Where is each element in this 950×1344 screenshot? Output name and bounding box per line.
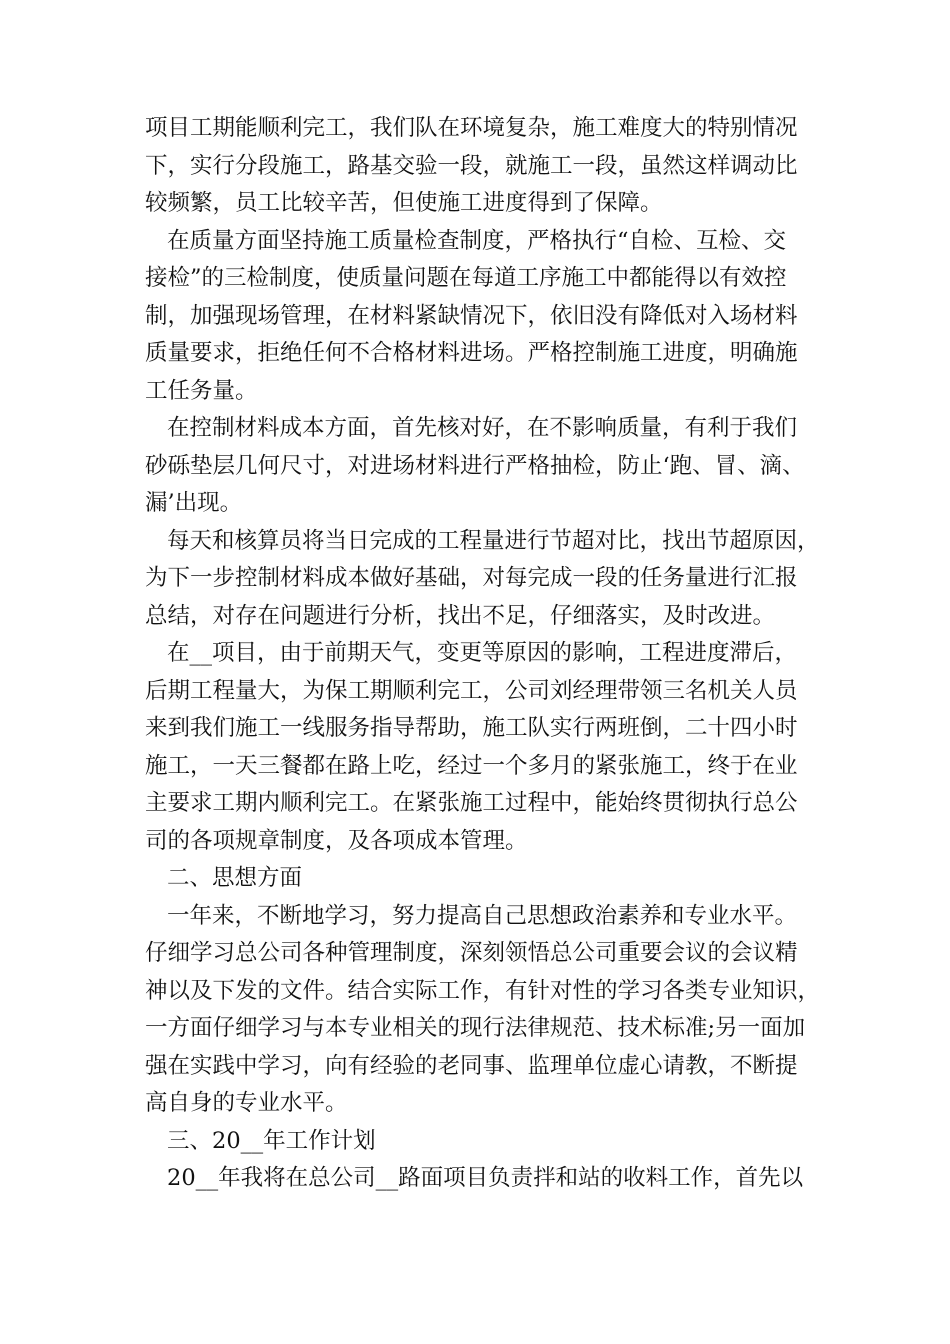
text-line: 下，实行分段施工，路基交验一段，就施工一段，虽然这样调动比 (145, 152, 798, 179)
text-line: 司的各项规章制度，及各项成本管理。 (145, 827, 528, 854)
section-heading-plan: 三、20__年工作计划 (167, 1127, 376, 1154)
text-line: 较频繁，员工比较辛苦，但使施工进度得到了保障。 (145, 190, 663, 216)
text-line: 砂砾垫层几何尺寸，对进场材料进行严格抽检，防止‘跑、冒、滴、 (145, 452, 805, 479)
paragraph-daily-start: 每天和核算员将当日完成的工程量进行节超对比，找出节超原因， (167, 527, 820, 554)
text-line: 接检”的三检制度，使质量问题在每道工序施工中都能得以有效控 (145, 265, 787, 291)
paragraph-plan-start: 20__年我将在总公司__路面项目负责拌和站的收料工作，首先以 (167, 1165, 804, 1191)
section-heading-thinking: 二、思想方面 (167, 865, 303, 891)
text-line: 高自身的专业水平。 (145, 1090, 348, 1116)
text-line: 工任务量。 (145, 377, 258, 404)
paragraph-study-start: 一年来，不断地学习，努力提高自己思想政治素养和专业水平。 (167, 902, 798, 929)
text-line: 漏’出现。 (145, 490, 243, 516)
text-line: 神以及下发的文件。结合实际工作，有针对性的学习各类专业知识， (145, 977, 821, 1004)
text-line: 仔细学习总公司各种管理制度，深刻领悟总公司重要会议的会议精 (145, 940, 798, 966)
text-line: 制，加强现场管理，在材料紧缺情况下，依旧没有降低对入场材料 (145, 302, 798, 329)
paragraph-project-start: 在__项目，由于前期天气，变更等原因的影响，工程进度滞后， (167, 640, 798, 666)
text-line: 为下一步控制材料成本做好基础，对每完成一段的任务量进行汇报 (145, 565, 798, 591)
paragraph-quality-start: 在质量方面坚持施工质量检查制度，严格执行“自检、互检、交 (167, 227, 787, 254)
paragraph-cost-start: 在控制材料成本方面，首先核对好，在不影响质量，有利于我们 (167, 415, 798, 441)
text-line: 施工，一天三餐都在路上吃，经过一个多月的紧张施工，终于在业 (145, 752, 798, 779)
text-line: 一方面仔细学习与本专业相关的现行法律规范、技术标准;另一面加 (145, 1015, 806, 1041)
document-body (145, 110, 835, 1198)
text-line: 来到我们施工一线服务指导帮助，施工队实行两班倒，二十四小时 (145, 715, 798, 741)
text-line: 强在实践中学习，向有经验的老同事、监理单位虚心请教，不断提 (145, 1052, 798, 1079)
text-line: 主要求工期内顺利完工。在紧张施工过程中，能始终贯彻执行总公 (145, 790, 798, 816)
text-line: 总结，对存在问题进行分析，找出不足，仔细落实，及时改进。 (145, 602, 776, 629)
text-line: 质量要求，拒绝任何不合格材料进场。严格控制施工进度，明确施 (145, 340, 798, 366)
text-line: 项目工期能顺利完工，我们队在环境复杂，施工难度大的特别情况 (145, 115, 798, 141)
text-line: 后期工程量大，为保工期顺利完工，公司刘经理带领三名机关人员 (145, 677, 798, 704)
